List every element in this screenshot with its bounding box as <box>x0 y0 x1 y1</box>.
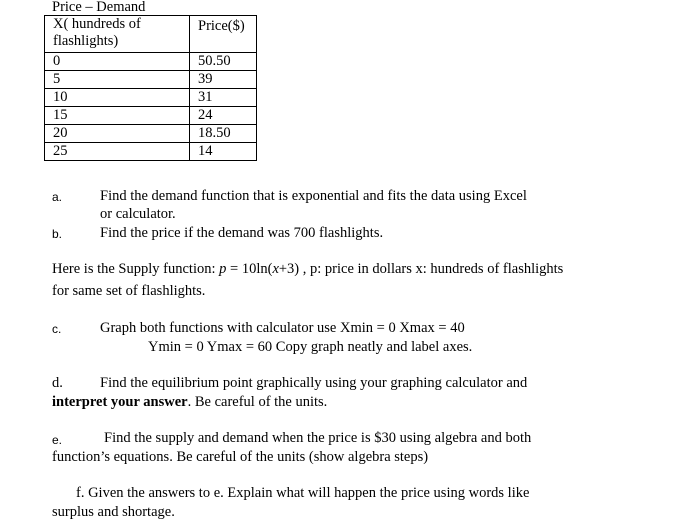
item-e-line2: function’s equations. Be careful of the units (show algebra steps) <box>52 449 429 465</box>
table-row <box>45 125 257 143</box>
table-row <box>45 89 257 107</box>
item-b-label: b. <box>52 227 63 241</box>
supply-function-line2: for same set of flashlights. <box>52 283 206 299</box>
price-cell: 24 <box>190 107 257 125</box>
price-cell: 18.50 <box>190 125 257 143</box>
supply-eq-x: x <box>272 261 279 277</box>
x-cell: 15 <box>45 107 190 125</box>
table-row <box>45 53 257 71</box>
price-column-header: Price($) <box>190 16 257 53</box>
table-row <box>45 143 257 161</box>
supply-definitions: , p: price in dollars x: hundreds of flashlights <box>299 261 564 277</box>
item-d-line2-rest: . Be careful of the units. <box>187 394 328 410</box>
table-row <box>45 107 257 125</box>
supply-function-line1 <box>52 260 563 278</box>
item-c-line1: Graph both functions with calculator use Xmin = 0 Xmax = 40 <box>100 320 465 336</box>
table-row <box>45 71 257 89</box>
price-demand-table <box>44 15 257 161</box>
x-header-line2: flashlights) <box>53 33 119 49</box>
item-d-label: d. <box>52 375 63 391</box>
item-f-line2: surplus and shortage. <box>52 504 175 520</box>
price-cell: 50.50 <box>190 53 257 71</box>
item-d-line2 <box>52 393 327 411</box>
item-d-line1: Find the equilibrium point graphically using your graphing calculator and <box>100 375 528 391</box>
table-header-row <box>45 16 257 53</box>
x-cell: 25 <box>45 143 190 161</box>
x-cell: 20 <box>45 125 190 143</box>
price-cell: 31 <box>190 89 257 107</box>
item-e-line1: Find the supply and demand when the price is $30 using algebra and both <box>104 430 532 446</box>
item-e-label: e. <box>52 433 63 447</box>
table-title: Price – Demand <box>52 0 146 15</box>
supply-eq-rhs: = 10ln( <box>226 261 273 277</box>
price-cell: 39 <box>190 71 257 89</box>
item-c-line2: Ymin = 0 Ymax = 60 Copy graph neatly and label axes. <box>148 339 473 355</box>
x-column-header <box>45 16 190 53</box>
supply-intro: Here is the Supply function: <box>52 261 220 277</box>
item-d-emphasis: interpret your answer <box>52 394 188 410</box>
x-cell: 0 <box>45 53 190 71</box>
item-a-label: a. <box>52 190 63 204</box>
item-f-line1: f. Given the answers to e. Explain what will happen the price using words like <box>76 485 530 501</box>
price-cell: 14 <box>190 143 257 161</box>
item-b-line1: Find the price if the demand was 700 flashlights. <box>100 225 384 241</box>
x-header-line1: X( hundreds of <box>53 16 141 32</box>
item-a-line1: Find the demand function that is exponential and fits the data using Excel <box>100 188 527 204</box>
supply-eq-end: +3) <box>278 261 300 277</box>
item-a-line2: or calculator. <box>100 206 176 222</box>
x-cell: 10 <box>45 89 190 107</box>
item-c-label: c. <box>52 322 62 336</box>
supply-eq-p: p <box>219 261 227 277</box>
x-cell: 5 <box>45 71 190 89</box>
